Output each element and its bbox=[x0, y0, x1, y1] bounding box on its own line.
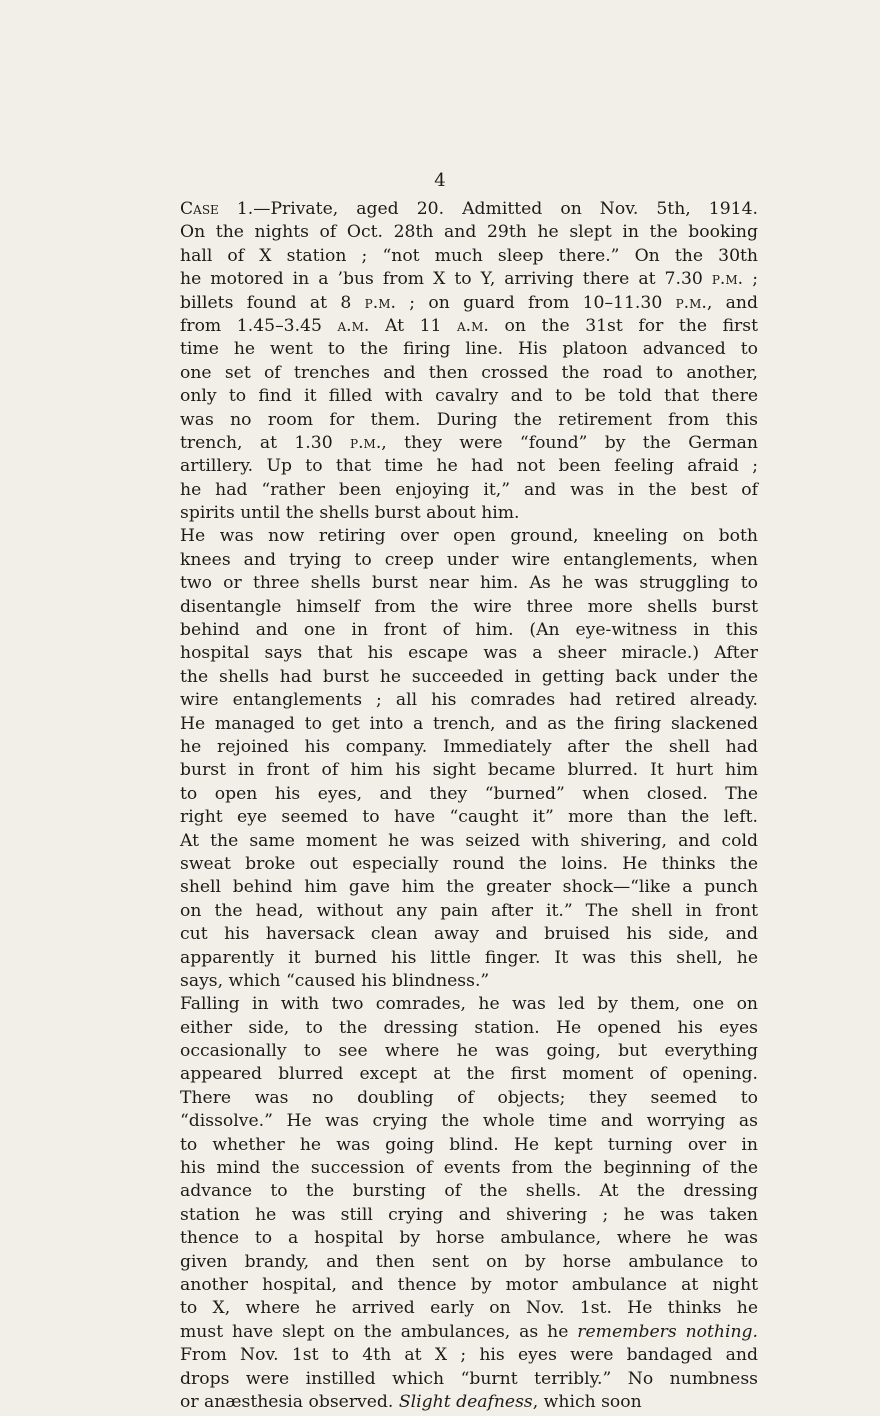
text-run: There was no doubling of objects; they seemed to bbox=[180, 1087, 758, 1108]
text-run: billets found at 8 bbox=[180, 292, 365, 313]
text-line bbox=[180, 1087, 758, 1110]
text-run: he motored in a ’bus from X to Y, arriving there at 7.30 bbox=[180, 269, 712, 290]
text-run: apparently it burned his little finger. It was this shell, he bbox=[180, 947, 758, 968]
text-run: Falling in with two comrades, he was led by them, one on bbox=[180, 994, 758, 1015]
text-line bbox=[180, 689, 758, 712]
text-line bbox=[180, 338, 758, 361]
text-run: Slight deafness bbox=[398, 1391, 533, 1412]
text-line bbox=[180, 1344, 758, 1367]
text-line bbox=[180, 853, 758, 876]
text-run: thence to a hospital by horse ambulance, where he was bbox=[180, 1228, 758, 1249]
text-run: either side, to the dressing station. He opened his eyes bbox=[180, 1017, 758, 1038]
text-line bbox=[180, 1274, 758, 1297]
text-run: a.m. bbox=[457, 315, 489, 336]
text-run: artillery. Up to that time he had not been feeling afraid ; bbox=[180, 456, 758, 477]
text-run: says, which “caused his blindness.” bbox=[180, 970, 490, 991]
text-run: behind and one in front of him. (An eye-witness in this bbox=[180, 620, 758, 641]
text-line bbox=[180, 830, 758, 853]
text-line bbox=[180, 1368, 758, 1391]
text-line bbox=[180, 525, 758, 548]
text-run: occasionally to see where he was going, but everything bbox=[180, 1041, 758, 1062]
text-line bbox=[180, 245, 758, 268]
text-run: Case bbox=[180, 199, 219, 219]
text-line bbox=[180, 268, 758, 291]
text-run: the shells had burst he succeeded in getting back under the bbox=[180, 666, 758, 687]
text-run: p.m. bbox=[711, 269, 744, 290]
text-run: , they were “found” by the German bbox=[381, 432, 758, 453]
text-line bbox=[180, 221, 758, 244]
text-run: “dissolve.” He was crying the whole time and worrying as bbox=[180, 1111, 758, 1132]
text-line bbox=[180, 1134, 758, 1157]
text-line bbox=[180, 572, 758, 595]
text-run: hospital says that his escape was a sheer miracle.) After bbox=[180, 643, 758, 664]
text-line bbox=[180, 455, 758, 478]
text-line bbox=[180, 596, 758, 619]
text-line bbox=[180, 1204, 758, 1227]
text-line bbox=[180, 970, 758, 993]
text-run: burst in front of him his sight became blurred. It hurt him bbox=[180, 760, 758, 781]
text-line bbox=[180, 806, 758, 829]
text-run: cut his haversack clean away and bruised his side, and bbox=[180, 924, 758, 945]
text-run: He managed to get into a trench, and as the firing slackened bbox=[180, 713, 758, 734]
text-line bbox=[180, 1063, 758, 1086]
text-run: from 1.45–3.45 bbox=[180, 315, 338, 336]
text-run: wire entanglements ; all his comrades had retired already. bbox=[180, 690, 758, 711]
text-line bbox=[180, 900, 758, 923]
text-line bbox=[180, 502, 758, 525]
text-run: advance to the bursting of the shells. At the dressing bbox=[180, 1181, 758, 1202]
text-run: hall of X station ; “not much sleep there.” On the 30th bbox=[180, 245, 758, 266]
text-run: to X, where he arrived early on Nov. 1st. He thinks he bbox=[180, 1298, 758, 1319]
text-run: time he went to the firing line. His platoon advanced to bbox=[180, 339, 758, 360]
text-line bbox=[180, 1297, 758, 1320]
text-line bbox=[180, 736, 758, 759]
text-run: one set of trenches and then crossed the road to another, bbox=[180, 362, 758, 383]
text-run: p.m. bbox=[675, 292, 707, 313]
text-line bbox=[180, 1321, 758, 1344]
text-run: , and bbox=[706, 292, 759, 313]
text-line bbox=[180, 1040, 758, 1063]
text-run: shell behind him gave him the greater shock—“like a punch bbox=[180, 877, 758, 898]
text-run: remembers nothing. bbox=[577, 1321, 758, 1342]
text-run: sweat broke out especially round the loins. He thinks the bbox=[180, 853, 758, 874]
text-run: trench, at 1.30 bbox=[180, 432, 350, 453]
text-run: 1.—Private, aged 20. Admitted on Nov. 5th, 1914. bbox=[218, 199, 758, 219]
text-line bbox=[180, 198, 758, 221]
text-run: ; bbox=[743, 269, 758, 290]
text-run: disentangle himself from the wire three more shells burst bbox=[180, 596, 758, 617]
text-line bbox=[180, 385, 758, 408]
text-line bbox=[180, 292, 758, 315]
text-line bbox=[180, 1110, 758, 1133]
text-run: He was now retiring over open ground, kneeling on both bbox=[180, 526, 758, 547]
text-line bbox=[180, 1017, 758, 1040]
text-run: his mind the succession of events from the beginning of the bbox=[180, 1158, 758, 1179]
text-line bbox=[180, 666, 758, 689]
text-line bbox=[180, 1251, 758, 1274]
page-number: 4 bbox=[434, 170, 446, 191]
text-line bbox=[180, 783, 758, 806]
text-run: given brandy, and then sent on by horse ambulance to bbox=[180, 1251, 758, 1272]
text-run: appeared blurred except at the first moment of opening. bbox=[180, 1064, 758, 1085]
text-run: knees and trying to creep under wire entanglements, when bbox=[180, 549, 758, 570]
text-line bbox=[180, 1180, 758, 1203]
text-run: must have slept on the ambulances, as he bbox=[180, 1321, 578, 1342]
text-run: or anæsthesia observed. bbox=[180, 1391, 399, 1412]
text-run: another hospital, and thence by motor ambulance at night bbox=[180, 1274, 758, 1295]
text-line bbox=[180, 876, 758, 899]
text-run: drops were instilled which “burnt terribly.” No numbness bbox=[180, 1368, 758, 1389]
text-run: only to find it filled with cavalry and to be told that there bbox=[180, 386, 758, 407]
text-line bbox=[180, 759, 758, 782]
text-run: spirits until the shells burst about him. bbox=[180, 503, 520, 524]
text-run: station he was still crying and shivering ; he was taken bbox=[180, 1204, 758, 1225]
text-line bbox=[180, 993, 758, 1016]
text-line bbox=[180, 642, 758, 665]
text-run: From Nov. 1st to 4th at X ; his eyes were bandaged and bbox=[180, 1345, 758, 1366]
text-run: on the 31st for the first bbox=[488, 315, 758, 336]
text-line bbox=[180, 479, 758, 502]
text-run: he had “rather been enjoying it,” and was in the best of bbox=[180, 479, 758, 500]
text-run: to whether he was going blind. He kept turning over in bbox=[180, 1134, 758, 1155]
text-line bbox=[180, 713, 758, 736]
text-run: two or three shells burst near him. As he was struggling to bbox=[180, 573, 758, 594]
text-line bbox=[180, 1157, 758, 1180]
text-run: , which soon bbox=[532, 1391, 642, 1412]
text-run: On the nights of Oct. 28th and 29th he slept in the booking bbox=[180, 222, 758, 243]
text-run: p.m. bbox=[350, 432, 382, 453]
text-run: ; on guard from 10–11.30 bbox=[395, 292, 676, 313]
text-line bbox=[180, 1391, 758, 1414]
text-line bbox=[180, 315, 758, 338]
text-line bbox=[180, 409, 758, 432]
text-line bbox=[180, 947, 758, 970]
text-run: he rejoined his company. Immediately after the shell had bbox=[180, 736, 758, 757]
text-run: to open his eyes, and they “burned” when closed. The bbox=[180, 783, 758, 804]
text-line bbox=[180, 362, 758, 385]
text-run: right eye seemed to have “caught it” more than the left. bbox=[180, 807, 758, 828]
text-line bbox=[180, 1227, 758, 1250]
text-run: a.m. bbox=[337, 315, 370, 336]
text-line bbox=[180, 549, 758, 572]
text-run: At 11 bbox=[369, 315, 458, 336]
text-run: was no room for them. During the retirement from this bbox=[180, 409, 758, 430]
text-line bbox=[180, 432, 758, 455]
text-line bbox=[180, 923, 758, 946]
body-text bbox=[180, 198, 758, 1414]
text-run: on the head, without any pain after it.” The shell in front bbox=[180, 900, 758, 921]
text-run: At the same moment he was seized with shivering, and cold bbox=[180, 830, 758, 851]
text-line bbox=[180, 619, 758, 642]
text-run: p.m. bbox=[364, 292, 396, 313]
